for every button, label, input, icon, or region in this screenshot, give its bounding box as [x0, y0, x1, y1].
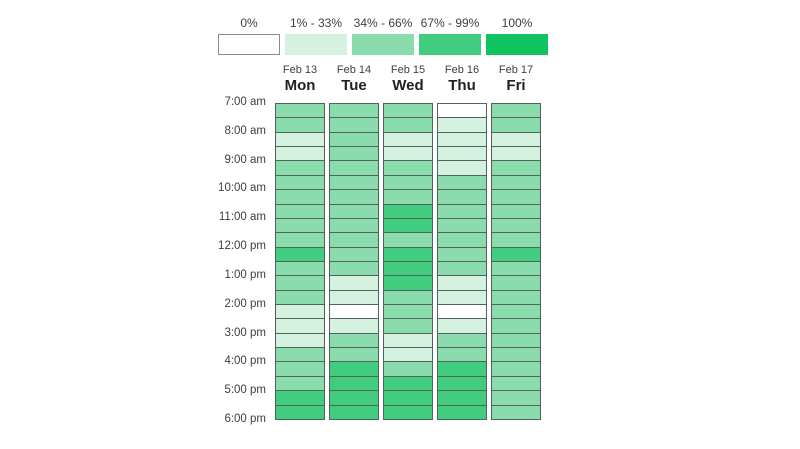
heat-cell-tue-16:00[interactable] — [330, 361, 378, 375]
heat-cell-tue-10:00[interactable] — [330, 189, 378, 203]
heat-cell-mon-17:00[interactable] — [276, 390, 324, 404]
heat-cell-fri-8:00[interactable] — [492, 132, 540, 146]
heat-cell-fri-14:00[interactable] — [492, 304, 540, 318]
heat-cell-wed-16:00[interactable] — [384, 361, 432, 375]
heat-cell-wed-8:00[interactable] — [384, 132, 432, 146]
heat-cell-wed-15:30[interactable] — [384, 347, 432, 361]
heat-cell-thu-15:30[interactable] — [438, 347, 486, 361]
time-label: 1:00 pm — [224, 269, 266, 281]
legend-swatch — [419, 34, 481, 55]
heat-cell-tue-11:30[interactable] — [330, 232, 378, 246]
heat-cell-fri-15:30[interactable] — [492, 347, 540, 361]
heat-cell-mon-8:30[interactable] — [276, 146, 324, 160]
day-headers — [275, 64, 541, 94]
heat-cell-tue-16:30[interactable] — [330, 376, 378, 390]
heat-cell-tue-9:30[interactable] — [330, 175, 378, 189]
heat-cell-wed-9:30[interactable] — [384, 175, 432, 189]
heat-cell-wed-14:00[interactable] — [384, 304, 432, 318]
heat-cell-mon-12:00[interactable] — [276, 247, 324, 261]
legend-swatch — [285, 34, 347, 55]
legend — [218, 16, 548, 55]
legend-label: 100% — [501, 16, 533, 30]
heat-cell-fri-11:30[interactable] — [492, 232, 540, 246]
heat-cell-tue-17:00[interactable] — [330, 390, 378, 404]
legend-label: 1% - 33% — [289, 16, 343, 30]
time-label: 7:00 am — [224, 96, 266, 108]
day-header-thu — [437, 64, 487, 94]
heat-cell-fri-7:30[interactable] — [492, 117, 540, 131]
heat-cell-mon-13:00[interactable] — [276, 275, 324, 289]
heat-cell-tue-8:30[interactable] — [330, 146, 378, 160]
heat-cell-fri-10:00[interactable] — [492, 189, 540, 203]
heat-cell-mon-10:00[interactable] — [276, 189, 324, 203]
heat-cell-thu-14:30[interactable] — [438, 318, 486, 332]
heat-cell-wed-12:30[interactable] — [384, 261, 432, 275]
heat-cell-mon-17:30[interactable] — [276, 405, 324, 419]
heatmap-grid — [275, 103, 541, 420]
heat-cell-mon-11:30[interactable] — [276, 232, 324, 246]
heat-cell-wed-17:30[interactable] — [384, 405, 432, 419]
heat-cell-mon-14:30[interactable] — [276, 318, 324, 332]
heat-cell-thu-8:30[interactable] — [438, 146, 486, 160]
heat-cell-thu-10:30[interactable] — [438, 204, 486, 218]
heat-cell-fri-14:30[interactable] — [492, 318, 540, 332]
heat-cell-tue-7:00[interactable] — [330, 104, 378, 117]
day-name: Thu — [448, 77, 476, 94]
heat-cell-mon-9:00[interactable] — [276, 160, 324, 174]
day-header-wed — [383, 64, 433, 94]
heat-cell-thu-12:00[interactable] — [438, 247, 486, 261]
time-label: 10:00 am — [218, 182, 266, 194]
heat-cell-thu-9:30[interactable] — [438, 175, 486, 189]
heat-cell-tue-14:30[interactable] — [330, 318, 378, 332]
heat-cell-fri-15:00[interactable] — [492, 333, 540, 347]
heat-cell-mon-14:00[interactable] — [276, 304, 324, 318]
heat-cell-thu-8:00[interactable] — [438, 132, 486, 146]
heat-cell-thu-11:00[interactable] — [438, 218, 486, 232]
heat-cell-wed-8:30[interactable] — [384, 146, 432, 160]
day-date: Feb 16 — [444, 64, 480, 76]
heat-cell-fri-17:30[interactable] — [492, 405, 540, 419]
heat-cell-thu-7:00[interactable] — [438, 104, 486, 117]
day-header-mon — [275, 64, 325, 94]
heat-cell-thu-17:00[interactable] — [438, 390, 486, 404]
day-header-tue — [329, 64, 379, 94]
heat-cell-mon-8:00[interactable] — [276, 132, 324, 146]
heat-cell-fri-8:30[interactable] — [492, 146, 540, 160]
heat-cell-tue-12:30[interactable] — [330, 261, 378, 275]
time-label: 3:00 pm — [224, 327, 266, 339]
time-label: 9:00 am — [224, 154, 266, 166]
heat-cell-fri-16:00[interactable] — [492, 361, 540, 375]
day-date: Feb 13 — [282, 64, 318, 76]
time-label: 8:00 am — [224, 125, 266, 137]
heat-cell-fri-7:00[interactable] — [492, 104, 540, 117]
heat-cell-mon-16:00[interactable] — [276, 361, 324, 375]
day-date: Feb 17 — [498, 64, 534, 76]
heat-cell-tue-8:00[interactable] — [330, 132, 378, 146]
heat-cell-tue-17:30[interactable] — [330, 405, 378, 419]
heat-cell-thu-16:30[interactable] — [438, 376, 486, 390]
heat-cell-mon-11:00[interactable] — [276, 218, 324, 232]
heat-cell-wed-10:30[interactable] — [384, 204, 432, 218]
heat-cell-thu-7:30[interactable] — [438, 117, 486, 131]
heat-cell-thu-11:30[interactable] — [438, 232, 486, 246]
heat-cell-fri-11:00[interactable] — [492, 218, 540, 232]
legend-item — [218, 16, 280, 55]
time-label: 12:00 pm — [218, 240, 266, 252]
heat-cell-thu-17:30[interactable] — [438, 405, 486, 419]
heat-cell-tue-15:00[interactable] — [330, 333, 378, 347]
legend-label: 67% - 99% — [420, 16, 480, 30]
heat-cell-fri-12:00[interactable] — [492, 247, 540, 261]
heat-cell-fri-9:00[interactable] — [492, 160, 540, 174]
heat-cell-fri-13:00[interactable] — [492, 275, 540, 289]
heat-cell-wed-10:00[interactable] — [384, 189, 432, 203]
heat-cell-tue-10:30[interactable] — [330, 204, 378, 218]
heat-cell-tue-15:30[interactable] — [330, 347, 378, 361]
heat-cell-thu-14:00[interactable] — [438, 304, 486, 318]
time-label: 5:00 pm — [224, 384, 266, 396]
heat-cell-wed-17:00[interactable] — [384, 390, 432, 404]
legend-item — [352, 16, 414, 55]
heat-cell-thu-10:00[interactable] — [438, 189, 486, 203]
heat-cell-fri-16:30[interactable] — [492, 376, 540, 390]
heat-column-tue — [329, 103, 379, 420]
heat-cell-wed-12:00[interactable] — [384, 247, 432, 261]
heat-cell-wed-13:00[interactable] — [384, 275, 432, 289]
legend-swatch — [218, 34, 280, 55]
heat-cell-wed-9:00[interactable] — [384, 160, 432, 174]
time-label: 11:00 am — [218, 211, 266, 223]
legend-swatch — [486, 34, 548, 55]
heat-cell-wed-15:00[interactable] — [384, 333, 432, 347]
legend-item — [419, 16, 481, 55]
heat-cell-wed-16:30[interactable] — [384, 376, 432, 390]
day-header-fri — [491, 64, 541, 94]
day-date: Feb 14 — [336, 64, 372, 76]
heat-cell-tue-7:30[interactable] — [330, 117, 378, 131]
time-label: 2:00 pm — [224, 298, 266, 310]
heat-cell-wed-14:30[interactable] — [384, 318, 432, 332]
day-name: Wed — [392, 77, 424, 94]
heat-cell-mon-13:30[interactable] — [276, 290, 324, 304]
heat-cell-wed-7:30[interactable] — [384, 117, 432, 131]
heat-cell-tue-12:00[interactable] — [330, 247, 378, 261]
heat-cell-fri-9:30[interactable] — [492, 175, 540, 189]
heat-cell-thu-15:00[interactable] — [438, 333, 486, 347]
heat-cell-mon-7:00[interactable] — [276, 104, 324, 117]
heat-cell-mon-15:00[interactable] — [276, 333, 324, 347]
heat-cell-mon-10:30[interactable] — [276, 204, 324, 218]
heat-cell-mon-9:30[interactable] — [276, 175, 324, 189]
heat-cell-tue-14:00[interactable] — [330, 304, 378, 318]
heat-cell-fri-17:00[interactable] — [492, 390, 540, 404]
heat-column-mon — [275, 103, 325, 420]
legend-item — [285, 16, 347, 55]
day-name: Tue — [341, 77, 367, 94]
heat-cell-tue-13:30[interactable] — [330, 290, 378, 304]
heat-cell-mon-16:30[interactable] — [276, 376, 324, 390]
day-date: Feb 15 — [390, 64, 426, 76]
time-axis — [150, 96, 266, 425]
heat-column-fri — [491, 103, 541, 420]
day-name: Fri — [506, 77, 526, 94]
heat-column-thu — [437, 103, 487, 420]
heat-cell-thu-12:30[interactable] — [438, 261, 486, 275]
heat-cell-wed-7:00[interactable] — [384, 104, 432, 117]
heat-cell-mon-12:30[interactable] — [276, 261, 324, 275]
heat-cell-thu-16:00[interactable] — [438, 361, 486, 375]
legend-label: 0% — [240, 16, 258, 30]
legend-swatch — [352, 34, 414, 55]
heat-cell-tue-9:00[interactable] — [330, 160, 378, 174]
heat-cell-mon-15:30[interactable] — [276, 347, 324, 361]
heat-cell-wed-11:30[interactable] — [384, 232, 432, 246]
heat-cell-mon-7:30[interactable] — [276, 117, 324, 131]
legend-item — [486, 16, 548, 55]
time-label: 4:00 pm — [224, 355, 266, 367]
heat-cell-tue-11:00[interactable] — [330, 218, 378, 232]
time-label: 6:00 pm — [224, 413, 266, 425]
heat-cell-tue-13:00[interactable] — [330, 275, 378, 289]
heat-cell-thu-13:30[interactable] — [438, 290, 486, 304]
legend-label: 34% - 66% — [353, 16, 413, 30]
day-name: Mon — [284, 77, 316, 94]
heat-cell-wed-11:00[interactable] — [384, 218, 432, 232]
heat-cell-thu-13:00[interactable] — [438, 275, 486, 289]
heat-cell-fri-10:30[interactable] — [492, 204, 540, 218]
heat-cell-wed-13:30[interactable] — [384, 290, 432, 304]
heat-cell-fri-13:30[interactable] — [492, 290, 540, 304]
heat-column-wed — [383, 103, 433, 420]
heat-cell-fri-12:30[interactable] — [492, 261, 540, 275]
heat-cell-thu-9:00[interactable] — [438, 160, 486, 174]
